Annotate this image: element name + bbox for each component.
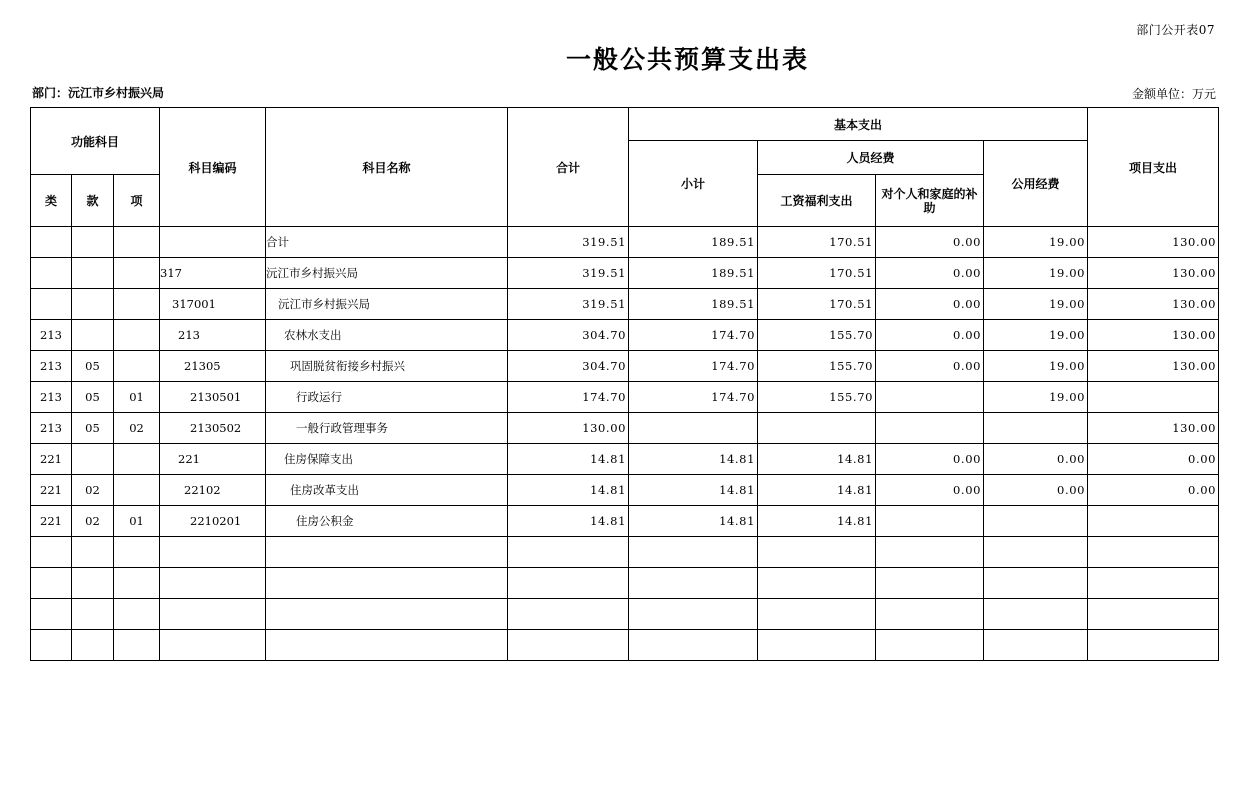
cell-kuan bbox=[72, 537, 114, 568]
cell-kuan bbox=[72, 320, 114, 351]
cell-lei: 213 bbox=[31, 382, 72, 413]
cell-xiang bbox=[114, 351, 160, 382]
header-kuan: 款 bbox=[72, 175, 114, 227]
cell-lei: 221 bbox=[31, 475, 72, 506]
cell-xiang bbox=[114, 320, 160, 351]
cell-public: 19.00 bbox=[984, 258, 1088, 289]
cell-public: 0.00 bbox=[984, 444, 1088, 475]
cell-lei bbox=[31, 537, 72, 568]
cell-code: 2130502 bbox=[160, 413, 266, 444]
cell-public bbox=[984, 599, 1088, 630]
cell-kuan bbox=[72, 444, 114, 475]
table-row bbox=[31, 506, 1219, 537]
cell-kuan bbox=[72, 258, 114, 289]
cell-subtotal bbox=[629, 413, 758, 444]
cell-salary: 155.70 bbox=[758, 382, 876, 413]
cell-kuan bbox=[72, 289, 114, 320]
cell-xiang bbox=[114, 258, 160, 289]
cell-public: 19.00 bbox=[984, 227, 1088, 258]
cell-subtotal bbox=[629, 599, 758, 630]
cell-subsidy bbox=[876, 382, 984, 413]
cell-lei: 213 bbox=[31, 320, 72, 351]
cell-name: 沅江市乡村振兴局 bbox=[266, 258, 508, 289]
cell-name bbox=[266, 537, 508, 568]
header-salary: 工资福利支出 bbox=[758, 175, 876, 227]
cell-xiang bbox=[114, 630, 160, 661]
cell-code: 221 bbox=[160, 444, 266, 475]
cell-salary: 170.51 bbox=[758, 227, 876, 258]
cell-code bbox=[160, 630, 266, 661]
cell-name: 住房保障支出 bbox=[266, 444, 508, 475]
table-row bbox=[31, 382, 1219, 413]
cell-xiang: 01 bbox=[114, 382, 160, 413]
cell-project bbox=[1088, 568, 1219, 599]
cell-kuan: 05 bbox=[72, 382, 114, 413]
cell-kuan bbox=[72, 568, 114, 599]
cell-project: 130.00 bbox=[1088, 413, 1219, 444]
cell-public: 0.00 bbox=[984, 475, 1088, 506]
cell-salary: 14.81 bbox=[758, 475, 876, 506]
cell-subsidy bbox=[876, 413, 984, 444]
cell-project bbox=[1088, 630, 1219, 661]
cell-code: 21305 bbox=[160, 351, 266, 382]
cell-lei bbox=[31, 258, 72, 289]
cell-kuan bbox=[72, 227, 114, 258]
cell-total bbox=[508, 630, 629, 661]
header-subtotal: 小计 bbox=[629, 141, 758, 227]
cell-kuan: 05 bbox=[72, 413, 114, 444]
cell-total: 14.81 bbox=[508, 475, 629, 506]
header-subsidy: 对个人和家庭的补助 bbox=[876, 175, 984, 227]
cell-name bbox=[266, 599, 508, 630]
cell-subsidy bbox=[876, 568, 984, 599]
cell-total: 130.00 bbox=[508, 413, 629, 444]
cell-subsidy bbox=[876, 599, 984, 630]
cell-total bbox=[508, 537, 629, 568]
cell-total: 174.70 bbox=[508, 382, 629, 413]
cell-lei: 213 bbox=[31, 413, 72, 444]
form-number: 部门公开表07 bbox=[1136, 23, 1215, 37]
cell-total bbox=[508, 599, 629, 630]
cell-public bbox=[984, 506, 1088, 537]
cell-lei bbox=[31, 568, 72, 599]
cell-total: 304.70 bbox=[508, 351, 629, 382]
cell-subtotal bbox=[629, 568, 758, 599]
cell-xiang bbox=[114, 568, 160, 599]
amount-unit-label: 金额单位：万元 bbox=[1131, 87, 1216, 101]
cell-public bbox=[984, 630, 1088, 661]
cell-code: 2130501 bbox=[160, 382, 266, 413]
cell-public bbox=[984, 537, 1088, 568]
cell-xiang: 02 bbox=[114, 413, 160, 444]
cell-subtotal: 14.81 bbox=[629, 444, 758, 475]
cell-kuan: 02 bbox=[72, 506, 114, 537]
cell-kuan bbox=[72, 630, 114, 661]
cell-public: 19.00 bbox=[984, 320, 1088, 351]
cell-code bbox=[160, 599, 266, 630]
table-row bbox=[31, 568, 1219, 599]
cell-project bbox=[1088, 537, 1219, 568]
cell-project: 0.00 bbox=[1088, 475, 1219, 506]
cell-project bbox=[1088, 382, 1219, 413]
table-row bbox=[31, 289, 1219, 320]
cell-name: 巩固脱贫衔接乡村振兴 bbox=[266, 351, 508, 382]
cell-subsidy: 0.00 bbox=[876, 320, 984, 351]
page-title: 一般公共预算支出表 bbox=[565, 45, 809, 74]
cell-subsidy: 0.00 bbox=[876, 227, 984, 258]
cell-subtotal: 189.51 bbox=[629, 289, 758, 320]
cell-lei: 221 bbox=[31, 444, 72, 475]
cell-total: 319.51 bbox=[508, 289, 629, 320]
cell-public: 19.00 bbox=[984, 289, 1088, 320]
table-row bbox=[31, 599, 1219, 630]
table-row bbox=[31, 320, 1219, 351]
cell-subsidy bbox=[876, 630, 984, 661]
cell-public: 19.00 bbox=[984, 382, 1088, 413]
table-row bbox=[31, 413, 1219, 444]
cell-name: 沅江市乡村振兴局 bbox=[266, 289, 508, 320]
cell-kuan bbox=[72, 599, 114, 630]
cell-code: 317 bbox=[160, 258, 266, 289]
cell-code: 2210201 bbox=[160, 506, 266, 537]
cell-subtotal bbox=[629, 630, 758, 661]
cell-subtotal: 189.51 bbox=[629, 258, 758, 289]
cell-project: 130.00 bbox=[1088, 320, 1219, 351]
header-func-subject: 功能科目 bbox=[31, 108, 160, 175]
header-basic: 基本支出 bbox=[629, 108, 1088, 141]
table-row bbox=[31, 537, 1219, 568]
cell-xiang bbox=[114, 599, 160, 630]
cell-salary: 14.81 bbox=[758, 506, 876, 537]
cell-code bbox=[160, 537, 266, 568]
header-xiang: 项 bbox=[114, 175, 160, 227]
cell-project: 130.00 bbox=[1088, 289, 1219, 320]
cell-subtotal: 174.70 bbox=[629, 382, 758, 413]
cell-xiang bbox=[114, 444, 160, 475]
cell-salary bbox=[758, 568, 876, 599]
cell-project bbox=[1088, 506, 1219, 537]
budget-expenditure-table bbox=[30, 107, 1219, 661]
header-code: 科目编码 bbox=[160, 108, 266, 227]
cell-subsidy: 0.00 bbox=[876, 351, 984, 382]
table-row bbox=[31, 258, 1219, 289]
cell-subsidy: 0.00 bbox=[876, 444, 984, 475]
cell-name bbox=[266, 568, 508, 599]
cell-subtotal: 14.81 bbox=[629, 506, 758, 537]
cell-salary bbox=[758, 599, 876, 630]
cell-project bbox=[1088, 599, 1219, 630]
cell-name: 住房改革支出 bbox=[266, 475, 508, 506]
cell-subsidy: 0.00 bbox=[876, 475, 984, 506]
table-row bbox=[31, 351, 1219, 382]
cell-subsidy bbox=[876, 537, 984, 568]
header-project: 项目支出 bbox=[1088, 108, 1219, 227]
table-body bbox=[31, 227, 1219, 661]
cell-lei bbox=[31, 289, 72, 320]
header-name: 科目名称 bbox=[266, 108, 508, 227]
cell-public bbox=[984, 568, 1088, 599]
cell-name: 合计 bbox=[266, 227, 508, 258]
cell-code bbox=[160, 227, 266, 258]
cell-lei bbox=[31, 630, 72, 661]
cell-total: 14.81 bbox=[508, 506, 629, 537]
cell-total: 319.51 bbox=[508, 227, 629, 258]
table-row bbox=[31, 630, 1219, 661]
cell-salary bbox=[758, 537, 876, 568]
cell-subtotal: 174.70 bbox=[629, 320, 758, 351]
cell-project: 130.00 bbox=[1088, 351, 1219, 382]
cell-lei bbox=[31, 599, 72, 630]
header-personnel: 人员经费 bbox=[758, 141, 984, 175]
cell-salary: 155.70 bbox=[758, 320, 876, 351]
cell-name: 行政运行 bbox=[266, 382, 508, 413]
cell-subsidy: 0.00 bbox=[876, 289, 984, 320]
cell-code: 317001 bbox=[160, 289, 266, 320]
cell-salary bbox=[758, 630, 876, 661]
cell-subtotal bbox=[629, 537, 758, 568]
cell-kuan: 05 bbox=[72, 351, 114, 382]
cell-total: 319.51 bbox=[508, 258, 629, 289]
cell-name bbox=[266, 630, 508, 661]
header-public: 公用经费 bbox=[984, 141, 1088, 227]
cell-lei: 221 bbox=[31, 506, 72, 537]
cell-subsidy: 0.00 bbox=[876, 258, 984, 289]
cell-xiang bbox=[114, 475, 160, 506]
cell-subtotal: 189.51 bbox=[629, 227, 758, 258]
department-label: 部门：沅江市乡村振兴局 bbox=[32, 86, 165, 100]
cell-project: 130.00 bbox=[1088, 258, 1219, 289]
header-total: 合计 bbox=[508, 108, 629, 227]
cell-name: 住房公积金 bbox=[266, 506, 508, 537]
cell-xiang bbox=[114, 227, 160, 258]
table-row bbox=[31, 475, 1219, 506]
cell-lei: 213 bbox=[31, 351, 72, 382]
cell-name: 一般行政管理事务 bbox=[266, 413, 508, 444]
cell-project: 0.00 bbox=[1088, 444, 1219, 475]
cell-total: 14.81 bbox=[508, 444, 629, 475]
cell-subtotal: 174.70 bbox=[629, 351, 758, 382]
cell-salary: 155.70 bbox=[758, 351, 876, 382]
cell-code: 22102 bbox=[160, 475, 266, 506]
cell-xiang bbox=[114, 537, 160, 568]
cell-public bbox=[984, 413, 1088, 444]
cell-subtotal: 14.81 bbox=[629, 475, 758, 506]
cell-xiang: 01 bbox=[114, 506, 160, 537]
cell-subsidy bbox=[876, 506, 984, 537]
cell-xiang bbox=[114, 289, 160, 320]
cell-public: 19.00 bbox=[984, 351, 1088, 382]
cell-salary: 170.51 bbox=[758, 258, 876, 289]
cell-code bbox=[160, 568, 266, 599]
cell-project: 130.00 bbox=[1088, 227, 1219, 258]
cell-name: 农林水支出 bbox=[266, 320, 508, 351]
cell-code: 213 bbox=[160, 320, 266, 351]
header-lei: 类 bbox=[31, 175, 72, 227]
table-row bbox=[31, 227, 1219, 258]
table-row bbox=[31, 444, 1219, 475]
cell-lei bbox=[31, 227, 72, 258]
cell-salary: 170.51 bbox=[758, 289, 876, 320]
cell-salary bbox=[758, 413, 876, 444]
cell-total bbox=[508, 568, 629, 599]
cell-total: 304.70 bbox=[508, 320, 629, 351]
cell-salary: 14.81 bbox=[758, 444, 876, 475]
cell-kuan: 02 bbox=[72, 475, 114, 506]
